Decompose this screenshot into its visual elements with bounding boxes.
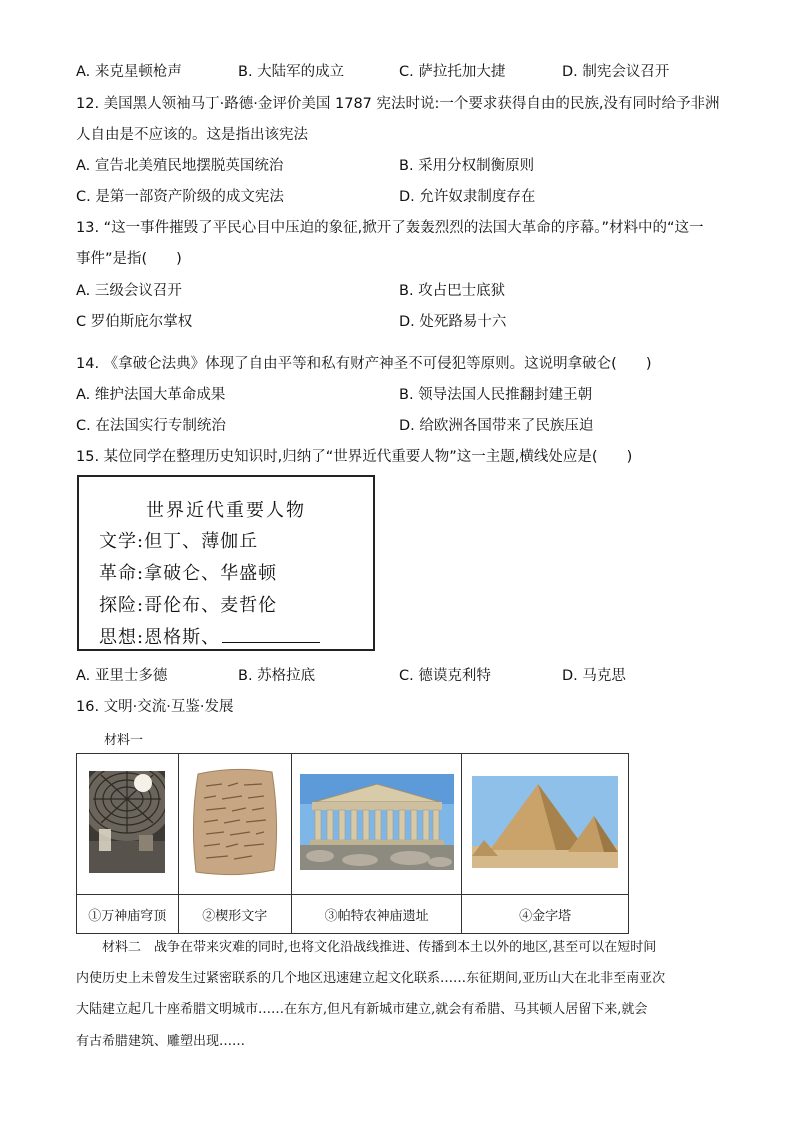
q15-stem: 15. 某位同学在整理历史知识时,归纳了“世界近代重要人物”这一主题,横线处应是( ) — [76, 449, 633, 465]
q12-option-d: D. 允许奴隶制度存在 — [399, 189, 536, 205]
q15-option-a: A. 亚里士多德 — [76, 668, 168, 684]
q12-option-a: A. 宣告北美殖民地摆脱英国统治 — [76, 158, 284, 174]
q14-option-b: B. 领导法国人民推翻封建王朝 — [399, 387, 593, 403]
material1-image-table — [76, 753, 629, 934]
q13-option-b: B. 攻占巴士底狱 — [399, 283, 506, 299]
q13-option-a: A. 三级会议召开 — [76, 283, 182, 299]
q14-option-d: D. 给欧洲各国带来了民族压迫 — [399, 418, 594, 434]
pantheon-dome-image — [89, 771, 165, 873]
q12-stem-line1: 12. 美国黑人领袖马丁·路德·金评价美国 1787 宪法时说:一个要求获得自由的民族,没有同时给予非洲 — [76, 96, 720, 112]
q15-box-row-literature: 文学:但丁、薄伽丘 — [99, 531, 259, 552]
parthenon-cell — [292, 754, 462, 895]
pantheon-dome-cell — [77, 754, 179, 895]
pyramids-cell — [462, 754, 629, 895]
material2-line2: 内使历史上未曾发生过紧密联系的几个地区迅速建立起文化联系……东征期间,亚历山大在北非至南亚次 — [76, 971, 666, 986]
material2-line3: 大陆建立起几十座希腊文明城市……在东方,但凡有新城市建立,就会有希腊、马其顿人居留下来,就会 — [76, 1002, 648, 1017]
q14-option-a: A. 维护法国大革命成果 — [76, 387, 226, 403]
parthenon-image — [300, 774, 454, 870]
q15-option-b: B. 苏格拉底 — [238, 668, 316, 684]
q13-stem-line1: 13. “这一事件摧毁了平民心目中压迫的象征,掀开了轰轰烈烈的法国大革命的序幕。”材料中的“这一 — [76, 220, 704, 236]
q13-option-d: D. 处死路易十六 — [399, 314, 507, 330]
q15-box-row-thought-text: 思想:恩格斯、 — [99, 627, 221, 648]
caption-cuneiform: ②楔形文字 — [178, 895, 292, 934]
q15-box-title: 世界近代重要人物 — [146, 500, 306, 521]
q12-stem-line2: 人自由是不应该的。这是指出该宪法 — [76, 127, 308, 143]
q16-title: 16. 文明·交流·互鉴·发展 — [76, 699, 234, 715]
material2-line1: 材料二 战争在带来灾难的同时,也将文化沿战线推进、传播到本土以外的地区,甚至可以在短时间 — [76, 940, 657, 955]
material1-label: 材料一 — [104, 733, 144, 748]
q11-option-d: D. 制宪会议召开 — [562, 64, 670, 80]
q11-option-a: A. 来克星顿枪声 — [76, 64, 182, 80]
q11-option-c: C. 萨拉托加大捷 — [399, 64, 506, 80]
caption-parthenon: ③帕特农神庙遗址 — [292, 895, 462, 934]
q13-stem-line2: 事件”是指( ) — [76, 251, 182, 267]
q15-box-row-thought — [99, 623, 320, 649]
material2-line4: 有古希腊建筑、雕塑出现…… — [76, 1034, 246, 1049]
pyramids-image — [472, 776, 618, 868]
q13-option-c: C 罗伯斯庇尔掌权 — [76, 314, 193, 330]
q15-box-row-exploration: 探险:哥伦布、麦哲伦 — [99, 595, 278, 616]
q11-option-b: B. 大陆军的成立 — [238, 64, 345, 80]
q15-figure-box — [77, 475, 375, 651]
answer-blank-line — [222, 628, 320, 643]
cuneiform-tablet-cell — [178, 754, 292, 895]
q12-option-c: C. 是第一部资产阶级的成文宪法 — [76, 189, 284, 205]
caption-pyramids: ④金字塔 — [462, 895, 629, 934]
q15-option-d: D. 马克思 — [562, 668, 626, 684]
q15-option-c: C. 德谟克利特 — [399, 668, 491, 684]
q14-option-c: C. 在法国实行专制统治 — [76, 418, 226, 434]
cuneiform-tablet-image — [190, 766, 280, 878]
q15-box-row-revolution: 革命:拿破仑、华盛顿 — [99, 563, 278, 584]
q12-option-b: B. 采用分权制衡原则 — [399, 158, 535, 174]
caption-pantheon: ①万神庙穹顶 — [77, 895, 179, 934]
q14-stem: 14. 《拿破仑法典》体现了自由平等和私有财产神圣不可侵犯等原则。这说明拿破仑( ) — [76, 356, 652, 372]
